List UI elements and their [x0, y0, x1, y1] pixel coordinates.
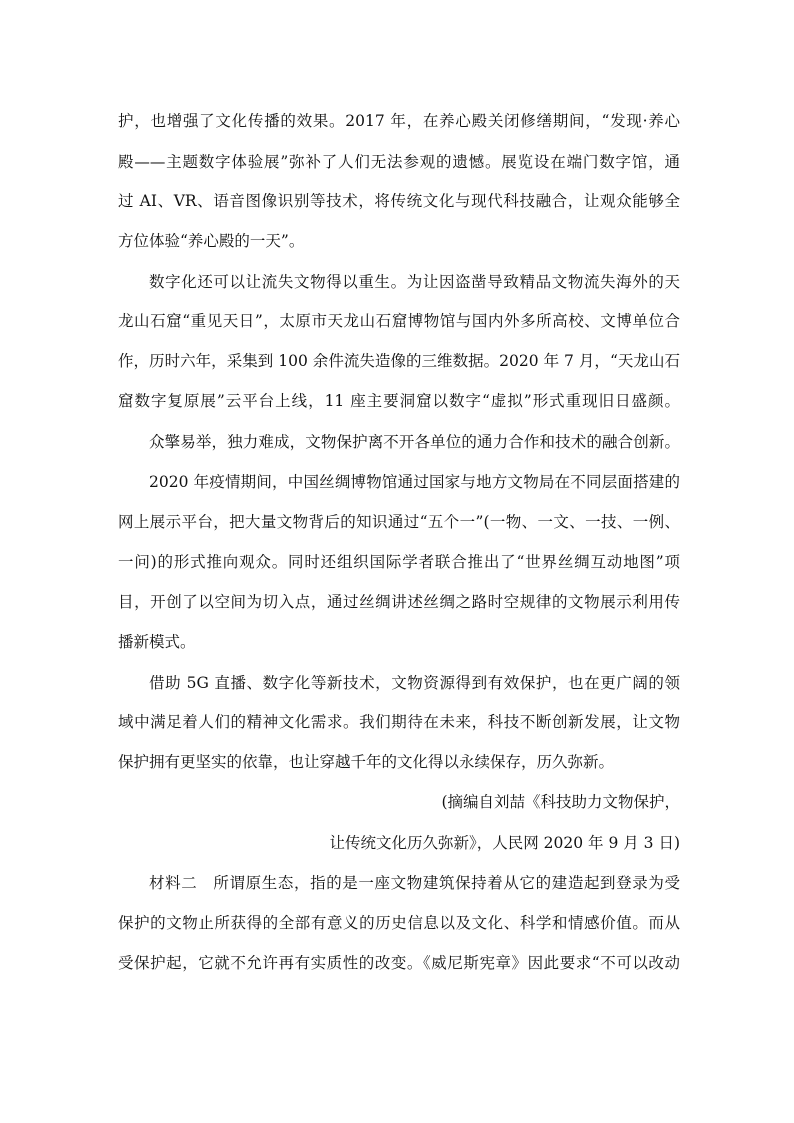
text-line: 目，开创了以空间为切入点，通过丝绸讲述丝绸之路时空规律的文物展示利用传 — [118, 593, 680, 611]
text-line: 一问)的形式推向观众。同时还组织国际学者联合推出了“世界丝绸互动地图”项 — [118, 553, 680, 571]
text-line: 保护拥有更坚实的依靠，也让穿越千年的文化得以永续保存，历久弥新。 — [118, 753, 615, 771]
source-citation: 让传统文化历久弥新》，人民网 2020 年 9 月 3 日) — [329, 834, 680, 852]
text-line: 龙山石窟“重见天日”，太原市天龙山石窟博物馆与国内外多所高校、文博单位合 — [118, 312, 680, 330]
text-line: 受保护起，它就不允许再有实质性的改变。《威尼斯宪章》因此要求“不可以改动 — [118, 954, 680, 972]
text-line: 域中满足着人们的精神文化需求。我们期待在未来，科技不断创新发展，让文物 — [118, 713, 680, 731]
text-line: 窟数字复原展”云平台上线，11 座主要洞窟以数字“虚拟”形式重现旧日盛颜。 — [118, 392, 680, 410]
text-line: 殿——主题数字体验展”弥补了人们无法参观的遗憾。展览设在端门数字馆，通 — [118, 153, 680, 171]
text-line: 网上展示平台，把大量文物背后的知识通过“五个一”(一物、一文、一技、一例、 — [118, 513, 680, 531]
text-line: 数字化还可以让流失文物得以重生。为让因盗凿导致精品文物流失海外的天 — [149, 273, 680, 291]
text-line: 播新模式。 — [118, 633, 196, 651]
text-line: 众擎易举，独力难成，文物保护离不开各单位的通力合作和技术的融合创新。 — [149, 433, 680, 451]
text-line: 材料二 所谓原生态，指的是一座文物建筑保持着从它的建造起到登录为受 — [149, 874, 680, 892]
text-line: 过 AI、VR、语音图像识别等技术，将传统文化与现代科技融合，让观众能够全 — [118, 192, 680, 210]
text-line: 护，也增强了文化传播的效果。2017 年，在养心殿关闭修缮期间，“发现·养心 — [118, 112, 680, 130]
text-line: 方位体验“养心殿的一天”。 — [118, 232, 305, 250]
text-line: 作，历时六年，采集到 100 余件流失造像的三维数据。2020 年 7 月，“天龙山石 — [118, 352, 680, 370]
text-line: 借助 5G 直播、数字化等新技术，文物资源得到有效保护，也在更广阔的领 — [149, 674, 680, 692]
source-citation: (摘编自刘喆《科技助力文物保护， — [441, 793, 680, 811]
text-line: 2020 年疫情期间，中国丝绸博物馆通过国家与地方文物局在不同层面搭建的 — [149, 473, 680, 491]
text-line: 保护的文物止所获得的全部有意义的历史信息以及文化、科学和情感价值。而从 — [118, 914, 680, 932]
